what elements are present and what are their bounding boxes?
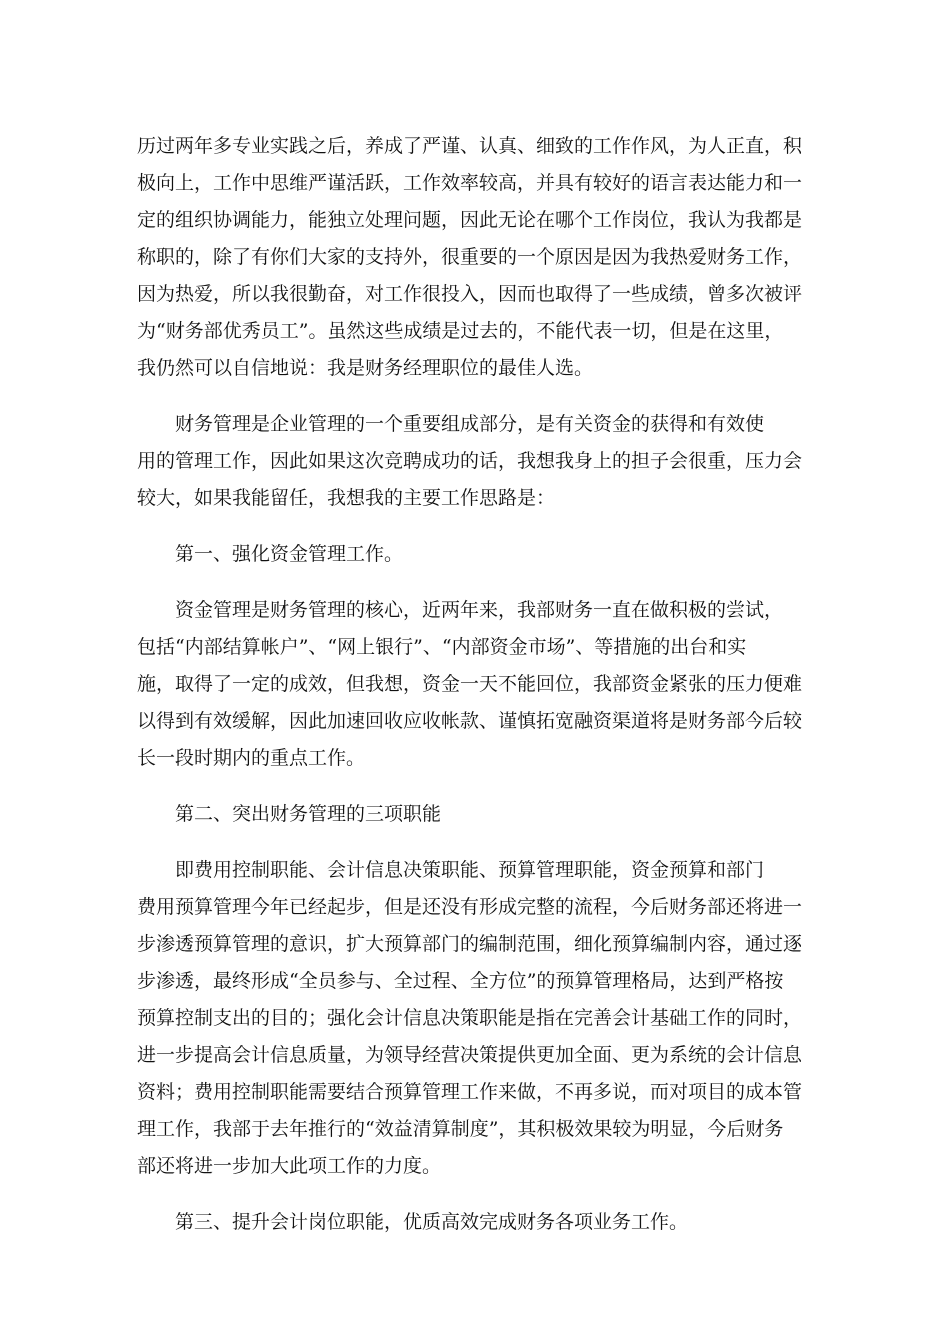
text-line: 为“财务部优秀员工”。虽然这些成绩是过去的，不能代表一切，但是在这里， [137, 320, 784, 342]
text-line: 较大，如果我能留任，我想我的主要工作思路是： [137, 487, 556, 509]
paragraph-financial-management-intro [137, 406, 813, 517]
text-line: 第二、突出财务管理的三项职能 [137, 803, 442, 825]
paragraph-spacer [137, 1185, 813, 1204]
text-line: 定的组织协调能力，能独立处理问题，因此无论在哪个工作岗位，我认为我都是 [137, 209, 803, 231]
paragraph-capital-management [137, 592, 813, 777]
paragraph-self-assessment [137, 128, 813, 387]
paragraph-spacer [137, 517, 813, 536]
text-line: 费用预算管理今年已经起步，但是还没有形成完整的流程，今后财务部还将进一 [137, 896, 803, 918]
text-line: 部还将进一步加大此项工作的力度。 [137, 1155, 442, 1177]
text-line: 施，取得了一定的成效，但我想，资金一天不能回位，我部资金紧张的压力便难 [137, 673, 803, 695]
text-line: 第一、强化资金管理工作。 [137, 543, 404, 565]
text-line: 第三、提升会计岗位职能，优质高效完成财务各项业务工作。 [137, 1211, 689, 1233]
text-line: 称职的，除了有你们大家的支持外，很重要的一个原因是因为我热爱财务工作， [137, 246, 803, 268]
text-line: 进一步提高会计信息质量，为领导经营决策提供更加全面、更为系统的会计信息 [137, 1044, 803, 1066]
text-line: 我仍然可以自信地说：我是财务经理职位的最佳人选。 [137, 357, 594, 379]
text-line: 步渗透，最终形成“全员参与、全过程、全方位”的预算管理格局，达到严格按 [137, 970, 784, 992]
heading-point-one [137, 536, 813, 573]
text-line: 因为热爱，所以我很勤奋，对工作很投入，因而也取得了一些成绩，曾多次被评 [137, 283, 803, 305]
text-line: 极向上，工作中思维严谨活跃，工作效率较高，并具有较好的语言表达能力和一 [137, 172, 803, 194]
text-line: 以得到有效缓解，因此加速回收应收帐款、谨慎拓宽融资渠道将是财务部今后较 [137, 710, 803, 732]
text-line: 理工作，我部于去年推行的“效益清算制度”，其积极效果较为明显，今后财务 [137, 1118, 784, 1140]
text-line: 用的管理工作，因此如果这次竞聘成功的话，我想我身上的担子会很重，压力会 [137, 450, 803, 472]
text-line: 历过两年多专业实践之后，养成了严谨、认真、细致的工作作风，为人正直，积 [137, 135, 803, 157]
text-line: 资料；费用控制职能需要结合预算管理工作来做，不再多说，而对项目的成本管 [137, 1081, 803, 1103]
text-line: 长一段时期内的重点工作。 [137, 747, 366, 769]
paragraph-three-functions [137, 852, 813, 1185]
text-line: 资金管理是财务管理的核心，近两年来，我部财务一直在做积极的尝试， [137, 599, 784, 621]
heading-point-three [137, 1204, 813, 1241]
document-body [137, 128, 813, 1241]
paragraph-spacer [137, 777, 813, 796]
paragraph-spacer [137, 387, 813, 406]
paragraph-spacer [137, 573, 813, 592]
text-line: 包括“内部结算帐户”、“网上银行”、“内部资金市场”、等措施的出台和实 [137, 636, 747, 658]
text-line: 即费用控制职能、会计信息决策职能、预算管理职能，资金预算和部门 [137, 859, 765, 881]
paragraph-spacer [137, 833, 813, 852]
text-line: 预算控制支出的目的；强化会计信息决策职能是指在完善会计基础工作的同时， [137, 1007, 803, 1029]
text-line: 财务管理是企业管理的一个重要组成部分，是有关资金的获得和有效使 [137, 413, 765, 435]
heading-point-two [137, 796, 813, 833]
text-line: 步渗透预算管理的意识，扩大预算部门的编制范围，细化预算编制内容，通过逐 [137, 933, 803, 955]
